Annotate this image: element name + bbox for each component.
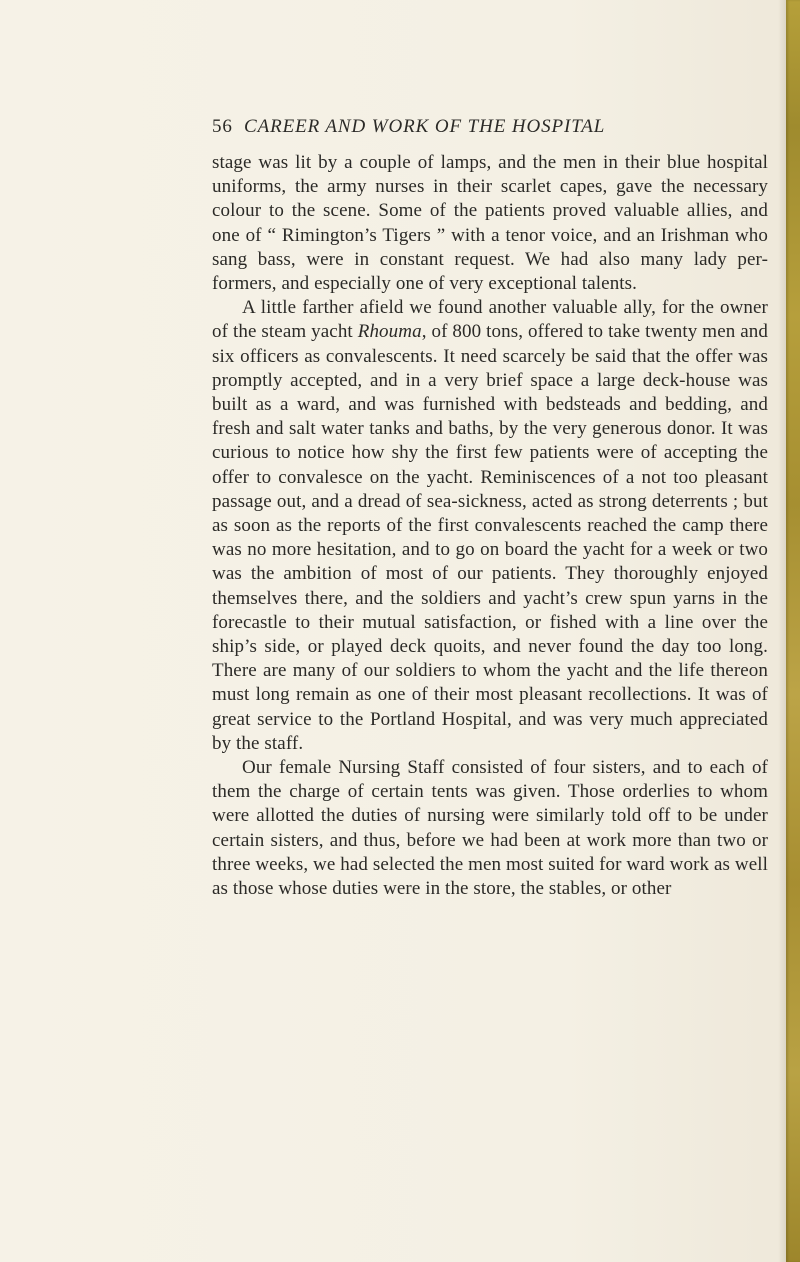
paragraph-3: Our female Nursing Staff consisted of four sisters, and to each of them the charge of certain tents was given. Those orderlies to whom were allotted the duties of nursing were similarly told off to be under certain sisters, and thus, before we had been at work more than two or three weeks, we had selected the men most suited for ward work as well as those whose duties were in the store, the stables, or other — [212, 757, 768, 900]
yacht-name: Rhouma — [357, 321, 422, 343]
page-edge — [786, 0, 800, 1262]
page-number: 56 — [212, 116, 233, 137]
running-title: CAREER AND WORK OF THE HOSPITAL — [244, 116, 606, 137]
paragraph-2 — [212, 296, 768, 756]
paragraph-2-after-italic: , of 800 tons, offered to take twenty men and six officers as convalescents. It need scarcely be said that the offer was promptly accepted, and in a very brief space a large deck-house was built as a ward, and was furnished with bedsteads and bedding, and fresh and salt water tanks and baths, by the very generous donor. It was curious to notice how shy the first few patients were of accepting the offer to convalesce on the yacht. Reminiscences of a not too pleasant passage out, and a dread of sea-sickness, acted as strong deterrents ; but as soon as the reports of the first convalescents reached the camp there was no more hesitation, and to go on board the yacht for a week or two was the ambition of most of our patients. They thoroughly enjoyed themselves there, and the soldiers and yacht’s crew spun yarns in the forecastle to their mutual satisfaction, or fished with a line over the ship’s side, or played deck quoits, and never found the day too long. There are many of our soldiers to whom the yacht and the life thereon must long remain as one of their most pleasant recollections. It was of great service to the Portland Hospital, and was very much appreciated by the staff. — [212, 321, 768, 754]
paragraph-1: stage was lit by a couple of lamps, and the men in their blue hospital uniforms, the army nurses in their scarlet capes, gave the necessary colour to the scene. Some of the patients proved valuable allies, and one of “ Rimington’s Tigers ” with a tenor voice, and an Irishman who sang bass, were in constant request. We had also many lady per-formers, and especially one of very exceptional talents. — [212, 152, 768, 295]
page-gutter-shadow — [778, 0, 786, 1262]
body-text — [212, 151, 768, 901]
page-header — [212, 116, 768, 144]
paragraph-2-before-italic: A little farther afield we found another valuable ally, for the owner of the steam yacht — [212, 297, 768, 343]
